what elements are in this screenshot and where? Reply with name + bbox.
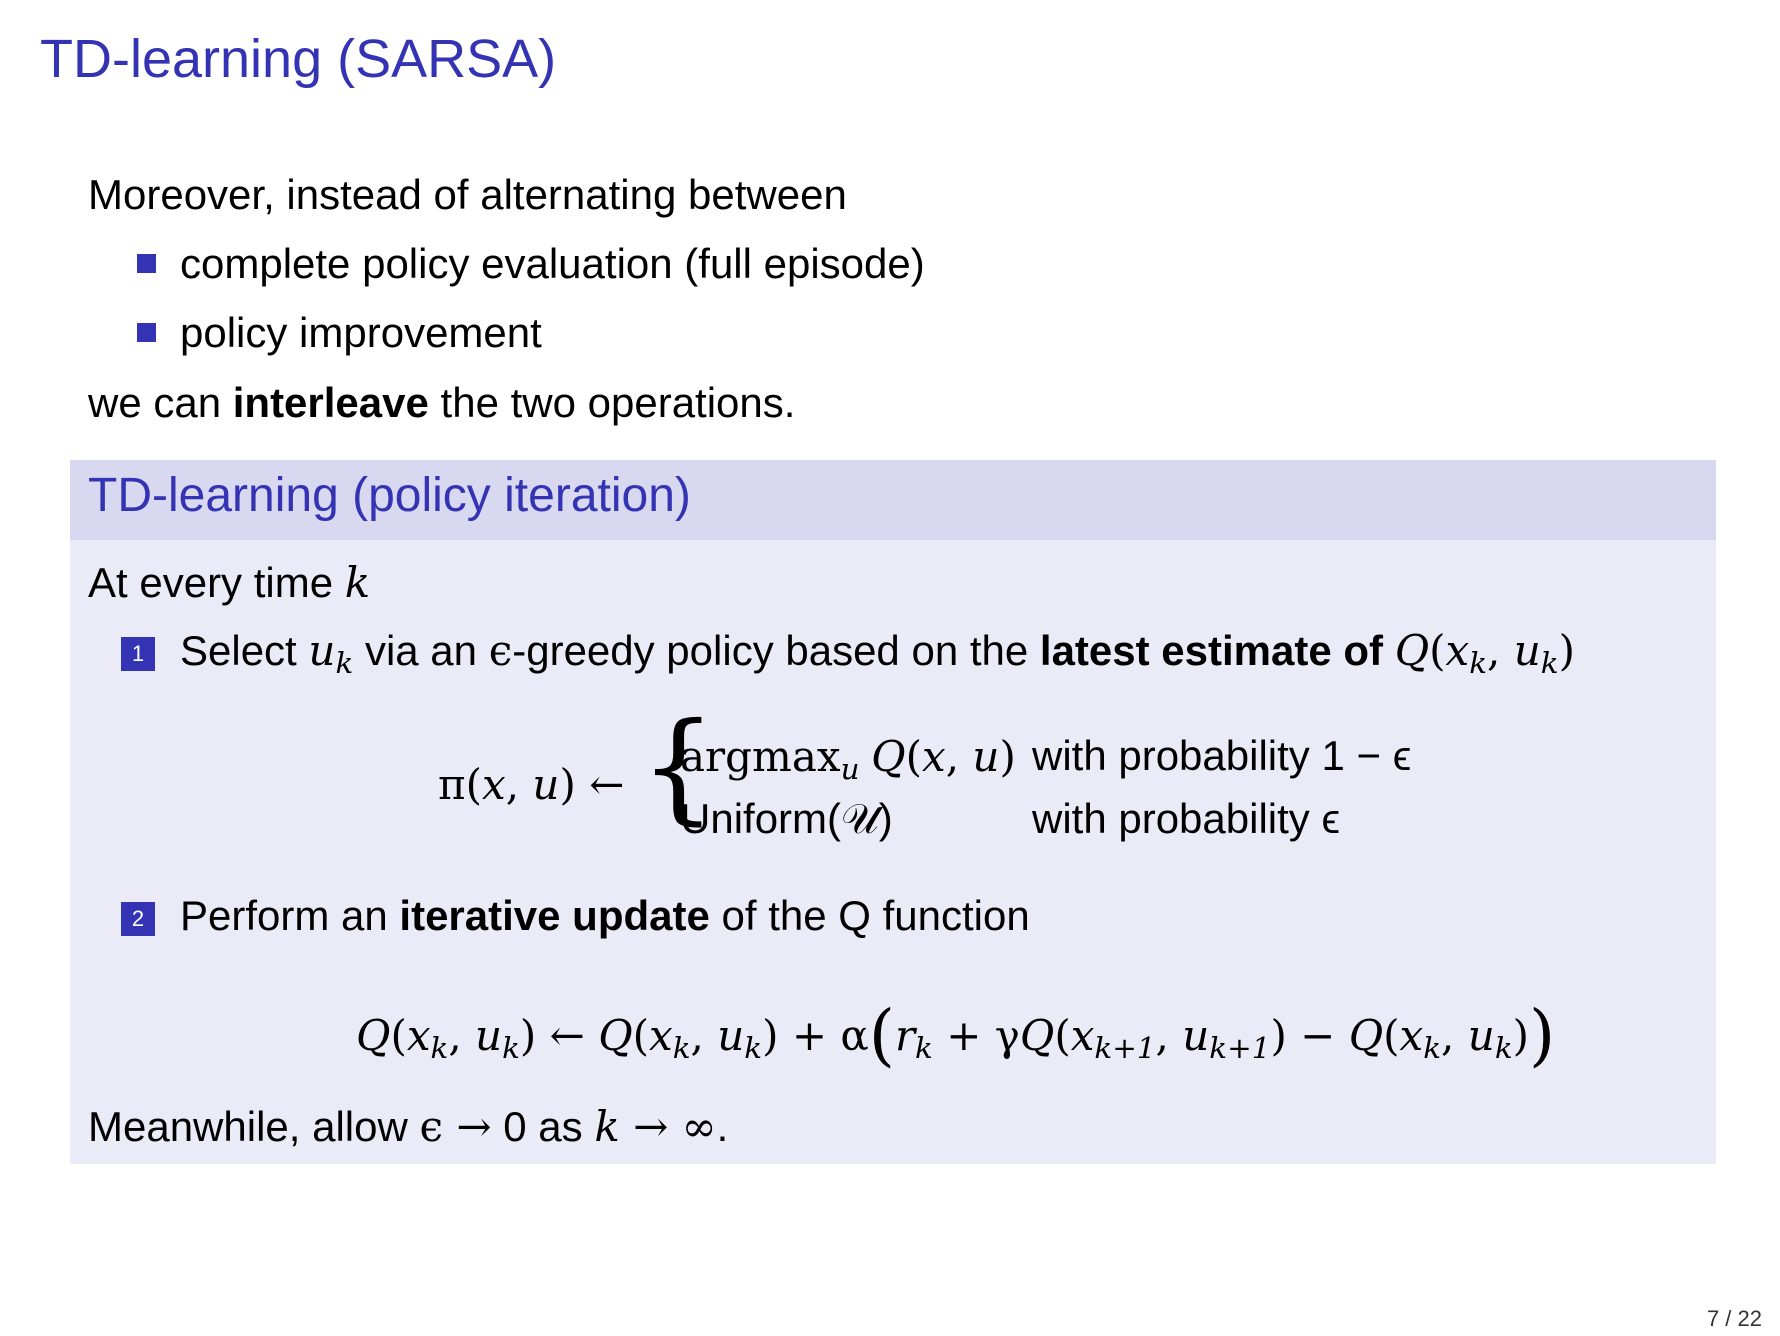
case-2-action: Uniform(𝒰) bbox=[680, 795, 893, 842]
block-title: TD-learning (policy iteration) bbox=[88, 469, 691, 522]
enum-marker-2: 2 bbox=[121, 902, 155, 936]
bullet-item-2: policy improvement bbox=[180, 309, 542, 356]
policy-lhs: π(x, u) ← bbox=[438, 760, 625, 809]
at-every-time: At every time k bbox=[88, 558, 371, 607]
enum-marker-1: 1 bbox=[121, 637, 155, 671]
case-1-condition: with probability 1 − ϵ bbox=[1032, 732, 1412, 779]
slide-title: TD-learning (SARSA) bbox=[40, 29, 557, 89]
page-number: 7 / 22 bbox=[1706, 1306, 1762, 1331]
bullet-item-1: complete policy evaluation (full episode) bbox=[180, 240, 925, 287]
intro-text: Moreover, instead of alternating between bbox=[88, 171, 847, 218]
case-1-action: argmax$_u$ Q(x, u) bbox=[680, 732, 1016, 787]
bullet-marker-icon bbox=[137, 323, 156, 342]
case-2-condition: with probability ϵ bbox=[1032, 795, 1341, 842]
cases-brace: { bbox=[640, 698, 717, 837]
step-2-text: Perform an iterative update of the Q function bbox=[180, 892, 1030, 939]
q-update-equation: $Q(x_k$, $u_k$) ← $Q(x_k$, $u_k) + \alpha(r_k + \gamma Q(x_{k+1}$, $u_{k+1}) - Q(x_k$, $u_k$)) bbox=[356, 996, 1556, 1074]
bullet-marker-icon bbox=[137, 254, 156, 273]
step-1-text: Select $u_k$ via an ϵ-greedy policy based on the latest estimate of $Q(x_k$, $u_k$) bbox=[180, 626, 1575, 681]
meanwhile-text: Meanwhile, allow ϵ → 0 as k → ∞. bbox=[88, 1102, 729, 1151]
outro-text: we can interleave the two operations. bbox=[88, 379, 796, 426]
